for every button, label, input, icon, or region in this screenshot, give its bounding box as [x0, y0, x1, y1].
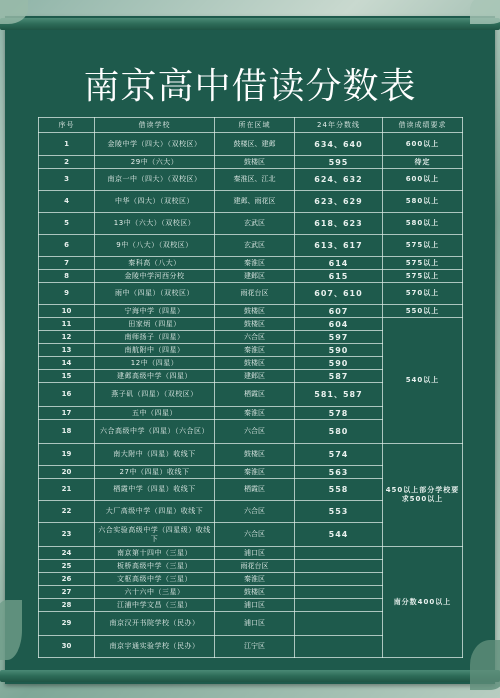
score-line-cell: 607、610 — [295, 283, 383, 305]
school-name-cell: 金陵中学河西分校 — [95, 270, 215, 283]
school-name-cell: 29中（六大） — [95, 156, 215, 169]
table-row — [39, 191, 463, 213]
row-number-cell: 1 — [39, 133, 95, 156]
row-number-cell: 17 — [39, 407, 95, 420]
score-line-cell: 615 — [295, 270, 383, 283]
row-number-cell: 19 — [39, 444, 95, 466]
requirement-cell: 580以上 — [383, 191, 463, 213]
district-cell: 秦淮区 — [215, 257, 295, 270]
score-line-cell: 614 — [295, 257, 383, 270]
row-number-cell: 9 — [39, 283, 95, 305]
score-line-cell: 618、623 — [295, 213, 383, 235]
requirement-cell: 600以上 — [383, 133, 463, 156]
district-cell: 秦淮区 — [215, 407, 295, 420]
requirement-cell: 450以上部分学校要求500以上 — [383, 444, 463, 547]
row-number-cell: 21 — [39, 479, 95, 501]
bottom-hanging-rod — [0, 670, 500, 682]
school-name-cell: 雨中（四星）（双校区） — [95, 283, 215, 305]
score-line-cell: 597 — [295, 331, 383, 344]
score-line-cell: 623、629 — [295, 191, 383, 213]
top-hanging-rod — [0, 18, 500, 30]
district-cell: 浦口区 — [215, 612, 295, 636]
district-cell: 雨花台区 — [215, 560, 295, 573]
table-body — [39, 133, 463, 658]
table-row — [39, 133, 463, 156]
district-cell: 鼓楼区 — [215, 586, 295, 599]
score-line-cell: 607 — [295, 305, 383, 318]
row-number-cell: 24 — [39, 547, 95, 560]
table-row — [39, 270, 463, 283]
requirement-cell: 580以上 — [383, 213, 463, 235]
score-table — [38, 117, 463, 658]
requirement-cell: 南分数400以上 — [383, 547, 463, 658]
row-number-cell: 20 — [39, 466, 95, 479]
row-number-cell: 23 — [39, 523, 95, 547]
row-number-cell: 26 — [39, 573, 95, 586]
school-name-cell: 五中（四星） — [95, 407, 215, 420]
score-line-cell: 595 — [295, 156, 383, 169]
school-name-cell: 六十六中（三星） — [95, 586, 215, 599]
district-cell: 鼓楼区、建邺 — [215, 133, 295, 156]
table-row — [39, 318, 463, 331]
school-name-cell: 板桥高级中学（三星） — [95, 560, 215, 573]
school-name-cell: 12中（四星） — [95, 357, 215, 370]
district-cell: 秦淮区 — [215, 573, 295, 586]
requirement-cell: 570以上 — [383, 283, 463, 305]
score-line-cell: 580 — [295, 420, 383, 444]
district-cell: 鼓楼区 — [215, 318, 295, 331]
table-row — [39, 283, 463, 305]
district-cell: 浦口区 — [215, 599, 295, 612]
school-name-cell: 9中（八大）（双校区） — [95, 235, 215, 257]
score-line-cell: 624、632 — [295, 169, 383, 191]
district-cell: 秦淮区、江北 — [215, 169, 295, 191]
score-line-cell — [295, 573, 383, 586]
school-name-cell: 燕子矶（四星）（双校区） — [95, 383, 215, 407]
score-line-cell: 590 — [295, 344, 383, 357]
score-line-cell: 553 — [295, 501, 383, 523]
district-cell: 六合区 — [215, 331, 295, 344]
row-number-cell: 12 — [39, 331, 95, 344]
school-name-cell: 六合实验高级中学（四星级）收线下 — [95, 523, 215, 547]
row-number-cell: 29 — [39, 612, 95, 636]
score-line-cell: 634、640 — [295, 133, 383, 156]
row-number-cell: 27 — [39, 586, 95, 599]
score-line-cell: 581、587 — [295, 383, 383, 407]
row-number-cell: 18 — [39, 420, 95, 444]
school-name-cell: 宁海中学（四星） — [95, 305, 215, 318]
requirement-cell: 600以上 — [383, 169, 463, 191]
header-cell: 借读学校 — [95, 118, 215, 133]
score-line-cell: 578 — [295, 407, 383, 420]
row-number-cell: 28 — [39, 599, 95, 612]
decorative-leaf — [470, 640, 500, 690]
district-cell: 栖霞区 — [215, 383, 295, 407]
header-cell: 序号 — [39, 118, 95, 133]
district-cell: 玄武区 — [215, 235, 295, 257]
score-line-cell: 590 — [295, 357, 383, 370]
score-line-cell: 563 — [295, 466, 383, 479]
school-name-cell: 南京宇通实验学校（民办） — [95, 636, 215, 658]
requirement-cell: 575以上 — [383, 235, 463, 257]
school-name-cell: 13中（六大）（双校区） — [95, 213, 215, 235]
row-number-cell: 7 — [39, 257, 95, 270]
school-name-cell: 金陵中学（四大）（双校区） — [95, 133, 215, 156]
table-row — [39, 547, 463, 560]
school-name-cell: 六合高级中学（四星）（六合区） — [95, 420, 215, 444]
table-row — [39, 305, 463, 318]
table-row — [39, 156, 463, 169]
requirement-cell: 575以上 — [383, 257, 463, 270]
row-number-cell: 30 — [39, 636, 95, 658]
score-line-cell — [295, 612, 383, 636]
row-number-cell: 4 — [39, 191, 95, 213]
table-row — [39, 444, 463, 466]
table-row — [39, 257, 463, 270]
district-cell: 建邺区 — [215, 370, 295, 383]
decorative-leaf — [470, 0, 500, 24]
district-cell: 鼓楼区 — [215, 156, 295, 169]
row-number-cell: 13 — [39, 344, 95, 357]
requirement-cell: 540以上 — [383, 318, 463, 444]
district-cell: 建邺区 — [215, 270, 295, 283]
row-number-cell: 25 — [39, 560, 95, 573]
row-number-cell: 15 — [39, 370, 95, 383]
district-cell: 鼓楼区 — [215, 444, 295, 466]
score-line-cell — [295, 636, 383, 658]
table-header-row — [39, 118, 463, 133]
score-line-cell: 558 — [295, 479, 383, 501]
page-title: 南京高中借读分数表 — [83, 66, 417, 107]
score-line-cell — [295, 586, 383, 599]
row-number-cell: 14 — [39, 357, 95, 370]
row-number-cell: 6 — [39, 235, 95, 257]
table-row — [39, 213, 463, 235]
district-cell: 秦淮区 — [215, 344, 295, 357]
school-name-cell: 秦科高（八大） — [95, 257, 215, 270]
district-cell: 玄武区 — [215, 213, 295, 235]
school-name-cell: 栖霞中学（四星）收线下 — [95, 479, 215, 501]
school-name-cell: 南京第十四中（三星） — [95, 547, 215, 560]
district-cell: 江宁区 — [215, 636, 295, 658]
requirement-cell: 575以上 — [383, 270, 463, 283]
district-cell: 鼓楼区 — [215, 357, 295, 370]
district-cell: 浦口区 — [215, 547, 295, 560]
school-name-cell: 南大附中（四星）收线下 — [95, 444, 215, 466]
row-number-cell: 11 — [39, 318, 95, 331]
score-line-cell — [295, 599, 383, 612]
district-cell: 鼓楼区 — [215, 305, 295, 318]
row-number-cell: 5 — [39, 213, 95, 235]
score-line-cell: 544 — [295, 523, 383, 547]
row-number-cell: 16 — [39, 383, 95, 407]
score-line-cell: 604 — [295, 318, 383, 331]
school-name-cell: 江浦中学文昌（三星） — [95, 599, 215, 612]
district-cell: 六合区 — [215, 501, 295, 523]
header-cell: 所在区域 — [215, 118, 295, 133]
row-number-cell: 2 — [39, 156, 95, 169]
school-name-cell: 南航附中（四星） — [95, 344, 215, 357]
score-line-cell: 574 — [295, 444, 383, 466]
school-name-cell: 建邺高级中学（四星） — [95, 370, 215, 383]
row-number-cell: 8 — [39, 270, 95, 283]
table-row — [39, 235, 463, 257]
row-number-cell: 22 — [39, 501, 95, 523]
district-cell: 六合区 — [215, 420, 295, 444]
school-name-cell: 南师扬子（四星） — [95, 331, 215, 344]
score-line-cell — [295, 560, 383, 573]
district-cell: 秦淮区 — [215, 466, 295, 479]
score-line-cell: 587 — [295, 370, 383, 383]
score-line-cell: 613、617 — [295, 235, 383, 257]
school-name-cell: 田家炳（四星） — [95, 318, 215, 331]
score-line-cell — [295, 547, 383, 560]
district-cell: 六合区 — [215, 523, 295, 547]
school-name-cell: 南京一中（四大）（双校区） — [95, 169, 215, 191]
district-cell: 雨花台区 — [215, 283, 295, 305]
requirement-cell: 待定 — [383, 156, 463, 169]
row-number-cell: 3 — [39, 169, 95, 191]
row-number-cell: 10 — [39, 305, 95, 318]
table-row — [39, 169, 463, 191]
header-cell: 借读成绩要求 — [383, 118, 463, 133]
requirement-cell: 550以上 — [383, 305, 463, 318]
school-name-cell: 中华（四大）（双校区） — [95, 191, 215, 213]
school-name-cell: 文枢高级中学（三星） — [95, 573, 215, 586]
school-name-cell: 南京汉开书院学校（民办） — [95, 612, 215, 636]
district-cell: 栖霞区 — [215, 479, 295, 501]
school-name-cell: 27中（四星）收线下 — [95, 466, 215, 479]
district-cell: 建邺、雨花区 — [215, 191, 295, 213]
header-cell: 24年分数线 — [295, 118, 383, 133]
school-name-cell: 大厂高级中学（四星）收线下 — [95, 501, 215, 523]
